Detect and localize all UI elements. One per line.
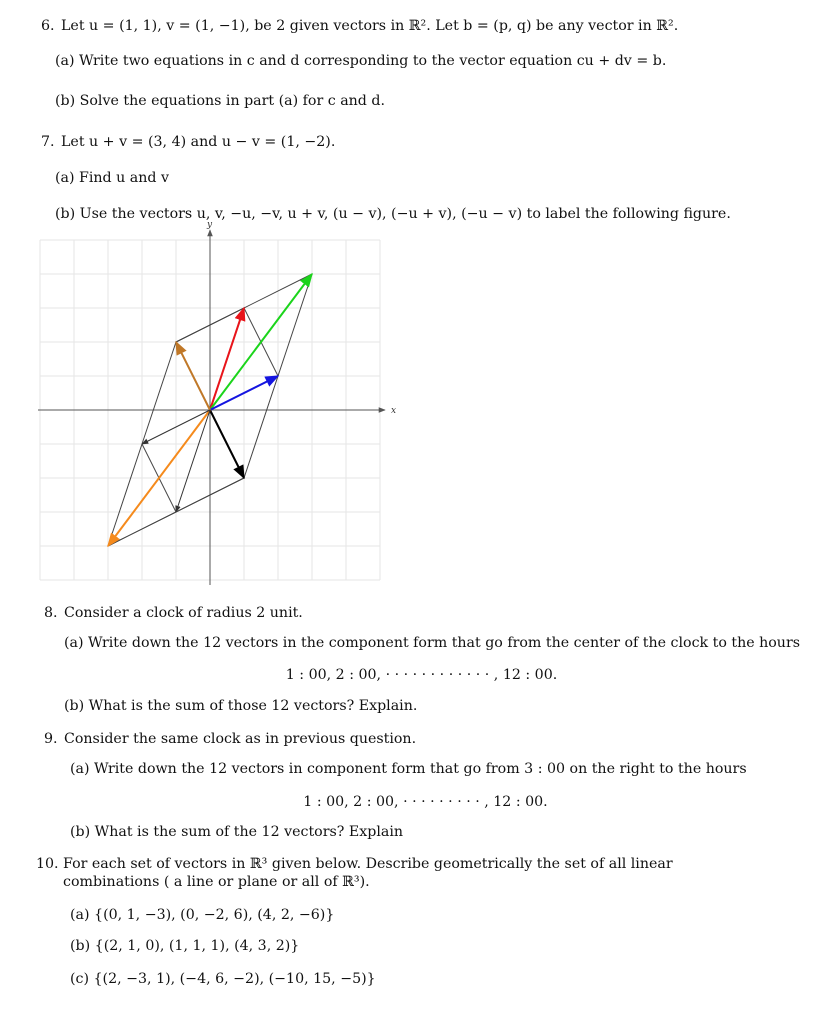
q10-part-b: (b) {(2, 1, 0), (1, 1, 1), (4, 3, 2)} (70, 938, 300, 954)
outline-segment (142, 342, 176, 444)
q7-part-a: (a) Find u and v (55, 170, 169, 186)
q8-text: Consider a clock of radius 2 unit. (64, 605, 303, 621)
x-axis-label: x (391, 406, 397, 416)
q6-part-b: (b) Solve the equations in part (a) for c and d. (55, 93, 385, 109)
q8-number: 8. (44, 605, 58, 621)
vector-gray-2 (176, 410, 210, 512)
q6-part-a: (a) Write two equations in c and d corresponding to the vector equation cu + dv = b. (55, 53, 667, 69)
q9-part-b: (b) What is the sum of the 12 vectors? Explain (70, 824, 404, 840)
q9-part-a: (a) Write down the 12 vectors in component form that go from 3 : 00 on the right to the hours (70, 761, 747, 777)
outline-segment (108, 444, 142, 546)
q10-text: For each set of vectors in ℝ³ given below. Describe geometrically the set of all linear combinations ( a line or plane or all of ℝ³). (63, 856, 673, 890)
q9-text: Consider the same clock as in previous question. (64, 731, 417, 747)
q9-formula: 1 : 00, 2 : 00, · · · · · · · · · , 12 : 00. (303, 794, 548, 810)
q8-formula: 1 : 00, 2 : 00, · · · · · · · · · · · · , 12 : 00. (285, 667, 558, 683)
q8-part-a: (a) Write down the 12 vectors in the component form that go from the center of the clock to the hours (64, 635, 801, 651)
q7-part-b: (b) Use the vectors u, v, −u, −v, u + v, (u − v), (−u + v), (−u − v) to label the following figure. (55, 206, 731, 222)
q6-text: Let u = (1, 1), v = (1, −1), be 2 given vectors in ℝ². Let b = (p, q) be any vector in ℝ². (61, 18, 679, 34)
q9-number: 9. (44, 731, 58, 747)
q8-part-b: (b) What is the sum of those 12 vectors? Explain. (64, 698, 418, 714)
q6-number: 6. (41, 18, 55, 34)
vector-figure (38, 220, 397, 586)
q7-text: Let u + v = (3, 4) and u − v = (1, −2). (61, 134, 336, 150)
q7-number: 7. (41, 134, 55, 150)
y-axis-label: y (207, 220, 213, 230)
q10-part-c: (c) {(2, −3, 1), (−4, 6, −2), (−10, 15, −5)} (70, 971, 376, 987)
q10-number: 10. (36, 856, 59, 872)
q10-part-a: (a) {(0, 1, −3), (0, −2, 6), (4, 2, −6)} (70, 907, 335, 923)
